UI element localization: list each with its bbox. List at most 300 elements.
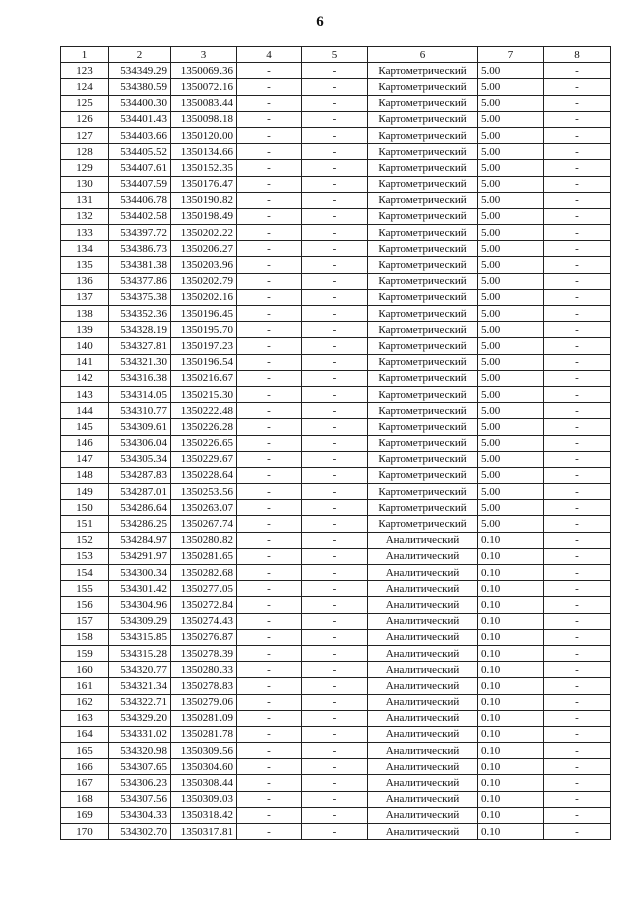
method-cell: Картометрический xyxy=(368,127,478,143)
accuracy-cell: 0.10 xyxy=(478,726,544,742)
x-coordinate-cell: 534304.33 xyxy=(109,807,171,823)
col8-value-cell: - xyxy=(544,176,611,192)
col8-value-cell: - xyxy=(544,273,611,289)
column-header-4: 4 xyxy=(237,47,302,63)
point-number-cell: 156 xyxy=(61,597,109,613)
x-coordinate-cell: 534315.28 xyxy=(109,645,171,661)
y-coordinate-cell: 1350203.96 xyxy=(171,257,237,273)
accuracy-cell: 0.10 xyxy=(478,662,544,678)
column-header-6: 6 xyxy=(368,47,478,63)
accuracy-cell: 0.10 xyxy=(478,645,544,661)
col5-value-cell: - xyxy=(302,824,368,840)
method-cell: Картометрический xyxy=(368,111,478,127)
method-cell: Аналитический xyxy=(368,710,478,726)
col8-value-cell: - xyxy=(544,306,611,322)
y-coordinate-cell: 1350229.67 xyxy=(171,451,237,467)
x-coordinate-cell: 534306.04 xyxy=(109,435,171,451)
col8-value-cell: - xyxy=(544,775,611,791)
col4-value-cell: - xyxy=(237,273,302,289)
col5-value-cell: - xyxy=(302,403,368,419)
accuracy-cell: 0.10 xyxy=(478,791,544,807)
method-cell: Картометрический xyxy=(368,160,478,176)
table-row xyxy=(61,484,611,500)
method-cell: Картометрический xyxy=(368,451,478,467)
col4-value-cell: - xyxy=(237,403,302,419)
point-number-cell: 130 xyxy=(61,176,109,192)
point-number-cell: 170 xyxy=(61,824,109,840)
accuracy-cell: 0.10 xyxy=(478,807,544,823)
col4-value-cell: - xyxy=(237,192,302,208)
y-coordinate-cell: 1350281.78 xyxy=(171,726,237,742)
col5-value-cell: - xyxy=(302,581,368,597)
col8-value-cell: - xyxy=(544,419,611,435)
table-row xyxy=(61,225,611,241)
col4-value-cell: - xyxy=(237,95,302,111)
col4-value-cell: - xyxy=(237,645,302,661)
col5-value-cell: - xyxy=(302,694,368,710)
table-row xyxy=(61,192,611,208)
point-number-cell: 164 xyxy=(61,726,109,742)
x-coordinate-cell: 534321.34 xyxy=(109,678,171,694)
x-coordinate-cell: 534405.52 xyxy=(109,144,171,160)
col8-value-cell: - xyxy=(544,241,611,257)
col8-value-cell: - xyxy=(544,63,611,79)
point-number-cell: 125 xyxy=(61,95,109,111)
x-coordinate-cell: 534375.38 xyxy=(109,289,171,305)
col4-value-cell: - xyxy=(237,241,302,257)
table-row xyxy=(61,645,611,661)
col4-value-cell: - xyxy=(237,225,302,241)
x-coordinate-cell: 534309.61 xyxy=(109,419,171,435)
col8-value-cell: - xyxy=(544,743,611,759)
method-cell: Картометрический xyxy=(368,484,478,500)
point-number-cell: 137 xyxy=(61,289,109,305)
col4-value-cell: - xyxy=(237,160,302,176)
col5-value-cell: - xyxy=(302,791,368,807)
y-coordinate-cell: 1350317.81 xyxy=(171,824,237,840)
table-row xyxy=(61,791,611,807)
method-cell: Аналитический xyxy=(368,694,478,710)
method-cell: Аналитический xyxy=(368,743,478,759)
accuracy-cell: 5.00 xyxy=(478,386,544,402)
method-cell: Картометрический xyxy=(368,419,478,435)
x-coordinate-cell: 534381.38 xyxy=(109,257,171,273)
accuracy-cell: 5.00 xyxy=(478,144,544,160)
x-coordinate-cell: 534386.73 xyxy=(109,241,171,257)
method-cell: Картометрический xyxy=(368,354,478,370)
method-cell: Аналитический xyxy=(368,565,478,581)
col8-value-cell: - xyxy=(544,160,611,176)
table-row xyxy=(61,160,611,176)
point-number-cell: 147 xyxy=(61,451,109,467)
method-cell: Картометрический xyxy=(368,338,478,354)
table-row xyxy=(61,127,611,143)
y-coordinate-cell: 1350309.03 xyxy=(171,791,237,807)
col8-value-cell: - xyxy=(544,225,611,241)
col5-value-cell: - xyxy=(302,500,368,516)
method-cell: Аналитический xyxy=(368,548,478,564)
accuracy-cell: 5.00 xyxy=(478,289,544,305)
method-cell: Картометрический xyxy=(368,63,478,79)
x-coordinate-cell: 534310.77 xyxy=(109,403,171,419)
accuracy-cell: 5.00 xyxy=(478,208,544,224)
method-cell: Картометрический xyxy=(368,95,478,111)
table-row xyxy=(61,710,611,726)
method-cell: Аналитический xyxy=(368,775,478,791)
y-coordinate-cell: 1350098.18 xyxy=(171,111,237,127)
table-row xyxy=(61,435,611,451)
x-coordinate-cell: 534306.23 xyxy=(109,775,171,791)
point-number-cell: 136 xyxy=(61,273,109,289)
col5-value-cell: - xyxy=(302,95,368,111)
col8-value-cell: - xyxy=(544,791,611,807)
col5-value-cell: - xyxy=(302,354,368,370)
x-coordinate-cell: 534407.61 xyxy=(109,160,171,176)
col8-value-cell: - xyxy=(544,435,611,451)
col4-value-cell: - xyxy=(237,322,302,338)
method-cell: Аналитический xyxy=(368,807,478,823)
col4-value-cell: - xyxy=(237,824,302,840)
col4-value-cell: - xyxy=(237,516,302,532)
y-coordinate-cell: 1350226.28 xyxy=(171,419,237,435)
y-coordinate-cell: 1350202.22 xyxy=(171,225,237,241)
x-coordinate-cell: 534314.05 xyxy=(109,386,171,402)
col4-value-cell: - xyxy=(237,565,302,581)
y-coordinate-cell: 1350120.00 xyxy=(171,127,237,143)
y-coordinate-cell: 1350280.33 xyxy=(171,662,237,678)
col5-value-cell: - xyxy=(302,111,368,127)
col4-value-cell: - xyxy=(237,467,302,483)
y-coordinate-cell: 1350202.79 xyxy=(171,273,237,289)
method-cell: Картометрический xyxy=(368,322,478,338)
x-coordinate-cell: 534300.34 xyxy=(109,565,171,581)
col5-value-cell: - xyxy=(302,435,368,451)
table-row xyxy=(61,759,611,775)
column-header-5: 5 xyxy=(302,47,368,63)
x-coordinate-cell: 534328.19 xyxy=(109,322,171,338)
col5-value-cell: - xyxy=(302,127,368,143)
col8-value-cell: - xyxy=(544,95,611,111)
accuracy-cell: 0.10 xyxy=(478,678,544,694)
table-row xyxy=(61,176,611,192)
col8-value-cell: - xyxy=(544,629,611,645)
point-number-cell: 161 xyxy=(61,678,109,694)
col4-value-cell: - xyxy=(237,63,302,79)
accuracy-cell: 5.00 xyxy=(478,338,544,354)
y-coordinate-cell: 1350152.35 xyxy=(171,160,237,176)
accuracy-cell: 5.00 xyxy=(478,95,544,111)
col4-value-cell: - xyxy=(237,726,302,742)
y-coordinate-cell: 1350304.60 xyxy=(171,759,237,775)
col4-value-cell: - xyxy=(237,807,302,823)
method-cell: Картометрический xyxy=(368,144,478,160)
col8-value-cell: - xyxy=(544,759,611,775)
col5-value-cell: - xyxy=(302,338,368,354)
col8-value-cell: - xyxy=(544,451,611,467)
table-row xyxy=(61,726,611,742)
header-row xyxy=(61,47,611,63)
col5-value-cell: - xyxy=(302,743,368,759)
col4-value-cell: - xyxy=(237,144,302,160)
col8-value-cell: - xyxy=(544,613,611,629)
table-row xyxy=(61,775,611,791)
col4-value-cell: - xyxy=(237,548,302,564)
col8-value-cell: - xyxy=(544,581,611,597)
x-coordinate-cell: 534322.71 xyxy=(109,694,171,710)
point-number-cell: 159 xyxy=(61,645,109,661)
accuracy-cell: 0.10 xyxy=(478,743,544,759)
point-number-cell: 150 xyxy=(61,500,109,516)
col4-value-cell: - xyxy=(237,338,302,354)
y-coordinate-cell: 1350216.67 xyxy=(171,370,237,386)
method-cell: Аналитический xyxy=(368,597,478,613)
col4-value-cell: - xyxy=(237,791,302,807)
col4-value-cell: - xyxy=(237,306,302,322)
y-coordinate-cell: 1350280.82 xyxy=(171,532,237,548)
table-row xyxy=(61,257,611,273)
accuracy-cell: 0.10 xyxy=(478,775,544,791)
col4-value-cell: - xyxy=(237,759,302,775)
accuracy-cell: 5.00 xyxy=(478,500,544,516)
method-cell: Картометрический xyxy=(368,386,478,402)
method-cell: Картометрический xyxy=(368,370,478,386)
accuracy-cell: 0.10 xyxy=(478,532,544,548)
y-coordinate-cell: 1350281.65 xyxy=(171,548,237,564)
point-number-cell: 145 xyxy=(61,419,109,435)
x-coordinate-cell: 534304.96 xyxy=(109,597,171,613)
col8-value-cell: - xyxy=(544,403,611,419)
accuracy-cell: 0.10 xyxy=(478,548,544,564)
y-coordinate-cell: 1350196.54 xyxy=(171,354,237,370)
col5-value-cell: - xyxy=(302,273,368,289)
y-coordinate-cell: 1350206.27 xyxy=(171,241,237,257)
accuracy-cell: 5.00 xyxy=(478,241,544,257)
accuracy-cell: 0.10 xyxy=(478,759,544,775)
col4-value-cell: - xyxy=(237,662,302,678)
col5-value-cell: - xyxy=(302,629,368,645)
point-number-cell: 144 xyxy=(61,403,109,419)
col5-value-cell: - xyxy=(302,289,368,305)
point-number-cell: 166 xyxy=(61,759,109,775)
col5-value-cell: - xyxy=(302,306,368,322)
col5-value-cell: - xyxy=(302,160,368,176)
table-row xyxy=(61,516,611,532)
accuracy-cell: 5.00 xyxy=(478,176,544,192)
col5-value-cell: - xyxy=(302,759,368,775)
method-cell: Аналитический xyxy=(368,678,478,694)
col4-value-cell: - xyxy=(237,775,302,791)
accuracy-cell: 5.00 xyxy=(478,79,544,95)
col8-value-cell: - xyxy=(544,257,611,273)
col4-value-cell: - xyxy=(237,111,302,127)
col8-value-cell: - xyxy=(544,386,611,402)
point-number-cell: 134 xyxy=(61,241,109,257)
accuracy-cell: 5.00 xyxy=(478,403,544,419)
accuracy-cell: 5.00 xyxy=(478,322,544,338)
point-number-cell: 141 xyxy=(61,354,109,370)
table-row xyxy=(61,144,611,160)
col5-value-cell: - xyxy=(302,710,368,726)
col5-value-cell: - xyxy=(302,467,368,483)
col8-value-cell: - xyxy=(544,144,611,160)
column-header-7: 7 xyxy=(478,47,544,63)
x-coordinate-cell: 534286.25 xyxy=(109,516,171,532)
col8-value-cell: - xyxy=(544,532,611,548)
accuracy-cell: 0.10 xyxy=(478,629,544,645)
y-coordinate-cell: 1350069.36 xyxy=(171,63,237,79)
accuracy-cell: 5.00 xyxy=(478,451,544,467)
y-coordinate-cell: 1350278.83 xyxy=(171,678,237,694)
y-coordinate-cell: 1350277.05 xyxy=(171,581,237,597)
table-row xyxy=(61,662,611,678)
column-header-8: 8 xyxy=(544,47,611,63)
col5-value-cell: - xyxy=(302,532,368,548)
method-cell: Аналитический xyxy=(368,581,478,597)
point-number-cell: 153 xyxy=(61,548,109,564)
y-coordinate-cell: 1350309.56 xyxy=(171,743,237,759)
col4-value-cell: - xyxy=(237,694,302,710)
col5-value-cell: - xyxy=(302,565,368,581)
col5-value-cell: - xyxy=(302,208,368,224)
col5-value-cell: - xyxy=(302,548,368,564)
table-row xyxy=(61,370,611,386)
table-row xyxy=(61,403,611,419)
y-coordinate-cell: 1350281.09 xyxy=(171,710,237,726)
method-cell: Картометрический xyxy=(368,176,478,192)
col4-value-cell: - xyxy=(237,743,302,759)
accuracy-cell: 5.00 xyxy=(478,484,544,500)
table-row xyxy=(61,500,611,516)
table-row xyxy=(61,354,611,370)
col4-value-cell: - xyxy=(237,451,302,467)
col8-value-cell: - xyxy=(544,208,611,224)
col8-value-cell: - xyxy=(544,726,611,742)
col5-value-cell: - xyxy=(302,775,368,791)
y-coordinate-cell: 1350195.70 xyxy=(171,322,237,338)
y-coordinate-cell: 1350279.06 xyxy=(171,694,237,710)
method-cell: Картометрический xyxy=(368,435,478,451)
col8-value-cell: - xyxy=(544,354,611,370)
col5-value-cell: - xyxy=(302,241,368,257)
col4-value-cell: - xyxy=(237,370,302,386)
col8-value-cell: - xyxy=(544,289,611,305)
point-number-cell: 129 xyxy=(61,160,109,176)
col8-value-cell: - xyxy=(544,127,611,143)
table-row xyxy=(61,289,611,305)
method-cell: Картометрический xyxy=(368,306,478,322)
method-cell: Аналитический xyxy=(368,791,478,807)
col8-value-cell: - xyxy=(544,467,611,483)
col8-value-cell: - xyxy=(544,694,611,710)
x-coordinate-cell: 534327.81 xyxy=(109,338,171,354)
point-number-cell: 148 xyxy=(61,467,109,483)
y-coordinate-cell: 1350276.87 xyxy=(171,629,237,645)
y-coordinate-cell: 1350267.74 xyxy=(171,516,237,532)
point-number-cell: 128 xyxy=(61,144,109,160)
col8-value-cell: - xyxy=(544,807,611,823)
y-coordinate-cell: 1350226.65 xyxy=(171,435,237,451)
method-cell: Аналитический xyxy=(368,629,478,645)
method-cell: Картометрический xyxy=(368,467,478,483)
y-coordinate-cell: 1350308.44 xyxy=(171,775,237,791)
table-row xyxy=(61,565,611,581)
col5-value-cell: - xyxy=(302,662,368,678)
table-row xyxy=(61,63,611,79)
x-coordinate-cell: 534349.29 xyxy=(109,63,171,79)
col4-value-cell: - xyxy=(237,354,302,370)
method-cell: Аналитический xyxy=(368,532,478,548)
col8-value-cell: - xyxy=(544,662,611,678)
x-coordinate-cell: 534352.36 xyxy=(109,306,171,322)
y-coordinate-cell: 1350190.82 xyxy=(171,192,237,208)
point-number-cell: 133 xyxy=(61,225,109,241)
accuracy-cell: 0.10 xyxy=(478,581,544,597)
method-cell: Аналитический xyxy=(368,759,478,775)
x-coordinate-cell: 534286.64 xyxy=(109,500,171,516)
y-coordinate-cell: 1350176.47 xyxy=(171,176,237,192)
col8-value-cell: - xyxy=(544,370,611,386)
y-coordinate-cell: 1350215.30 xyxy=(171,386,237,402)
x-coordinate-cell: 534329.20 xyxy=(109,710,171,726)
col4-value-cell: - xyxy=(237,289,302,305)
point-number-cell: 127 xyxy=(61,127,109,143)
col5-value-cell: - xyxy=(302,678,368,694)
accuracy-cell: 5.00 xyxy=(478,306,544,322)
x-coordinate-cell: 534407.59 xyxy=(109,176,171,192)
col4-value-cell: - xyxy=(237,678,302,694)
x-coordinate-cell: 534315.85 xyxy=(109,629,171,645)
y-coordinate-cell: 1350318.42 xyxy=(171,807,237,823)
col5-value-cell: - xyxy=(302,192,368,208)
method-cell: Картометрический xyxy=(368,225,478,241)
table-row xyxy=(61,111,611,127)
col4-value-cell: - xyxy=(237,532,302,548)
y-coordinate-cell: 1350134.66 xyxy=(171,144,237,160)
point-number-cell: 169 xyxy=(61,807,109,823)
table-row xyxy=(61,581,611,597)
accuracy-cell: 5.00 xyxy=(478,354,544,370)
accuracy-cell: 0.10 xyxy=(478,824,544,840)
x-coordinate-cell: 534406.78 xyxy=(109,192,171,208)
table-row xyxy=(61,338,611,354)
col5-value-cell: - xyxy=(302,613,368,629)
x-coordinate-cell: 534302.70 xyxy=(109,824,171,840)
method-cell: Аналитический xyxy=(368,613,478,629)
y-coordinate-cell: 1350272.84 xyxy=(171,597,237,613)
table-row xyxy=(61,273,611,289)
method-cell: Картометрический xyxy=(368,516,478,532)
col5-value-cell: - xyxy=(302,257,368,273)
x-coordinate-cell: 534307.65 xyxy=(109,759,171,775)
table-row xyxy=(61,532,611,548)
x-coordinate-cell: 534403.66 xyxy=(109,127,171,143)
col8-value-cell: - xyxy=(544,645,611,661)
col8-value-cell: - xyxy=(544,79,611,95)
point-number-cell: 139 xyxy=(61,322,109,338)
x-coordinate-cell: 534316.38 xyxy=(109,370,171,386)
accuracy-cell: 5.00 xyxy=(478,225,544,241)
col5-value-cell: - xyxy=(302,516,368,532)
col4-value-cell: - xyxy=(237,419,302,435)
col5-value-cell: - xyxy=(302,144,368,160)
accuracy-cell: 0.10 xyxy=(478,597,544,613)
table-row xyxy=(61,548,611,564)
y-coordinate-cell: 1350196.45 xyxy=(171,306,237,322)
accuracy-cell: 0.10 xyxy=(478,694,544,710)
table-row xyxy=(61,678,611,694)
col8-value-cell: - xyxy=(544,678,611,694)
col5-value-cell: - xyxy=(302,726,368,742)
